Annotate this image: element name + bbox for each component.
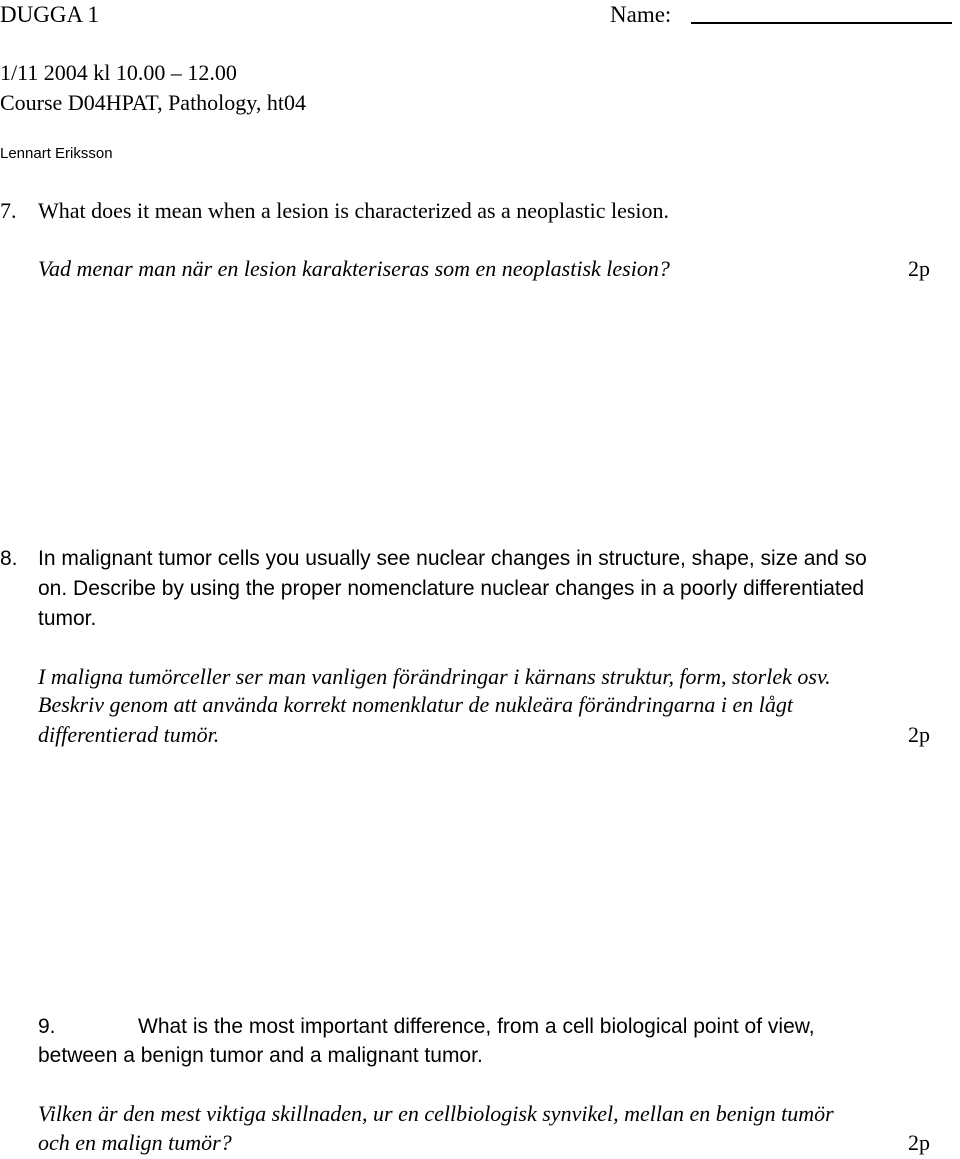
question-text-sv-line: differentierad tumör.: [38, 722, 220, 747]
question-text-sv-line: Beskriv genom att använda korrekt nomenklatur de nukleära förändringarna i en lågt: [38, 692, 794, 717]
course-info: Course D04HPAT, Pathology, ht04: [0, 90, 306, 115]
teacher-name: Lennart Eriksson: [0, 145, 113, 162]
question-text-en-line: In malignant tumor cells you usually see nuclear changes in structure, shape, size and so: [38, 547, 867, 570]
question-text-en-line: on. Describe by using the proper nomenclature nuclear changes in a poorly differentiated: [38, 577, 865, 600]
question-text-en-line: tumor.: [38, 607, 97, 630]
exam-date: 1/11 2004 kl 10.00 – 12.00: [0, 60, 237, 85]
question-text-en: What does it mean when a lesion is characterized as a neoplastic lesion.: [38, 198, 670, 223]
question-number: 7.: [0, 198, 17, 223]
question-text-en-line: What is the most important difference, from a cell biological point of view,: [138, 1015, 815, 1038]
question-points: 2p: [908, 722, 930, 747]
name-fill-line[interactable]: [691, 22, 952, 24]
question-text-en-line: between a benign tumor and a malignant tumor.: [38, 1044, 483, 1067]
question-text-sv-line: Vilken är den mest viktiga skillnaden, ur en cellbiologisk synvikel, mellan en benign tumör: [38, 1101, 834, 1126]
question-points: 2p: [908, 1130, 930, 1155]
question-text-sv: Vad menar man när en lesion karakteriseras som en neoplastisk lesion?: [38, 256, 670, 281]
question-points: 2p: [908, 256, 930, 281]
question-number: 8.: [0, 547, 18, 570]
question-text-sv-line: I maligna tumörceller ser man vanligen förändringar i kärnans struktur, form, storlek osv.: [38, 664, 831, 689]
question-text-sv-line: och en malign tumör?: [38, 1130, 232, 1155]
name-label: Name:: [610, 2, 672, 27]
exam-title: DUGGA 1: [0, 2, 100, 27]
question-number: 9.: [38, 1015, 56, 1038]
